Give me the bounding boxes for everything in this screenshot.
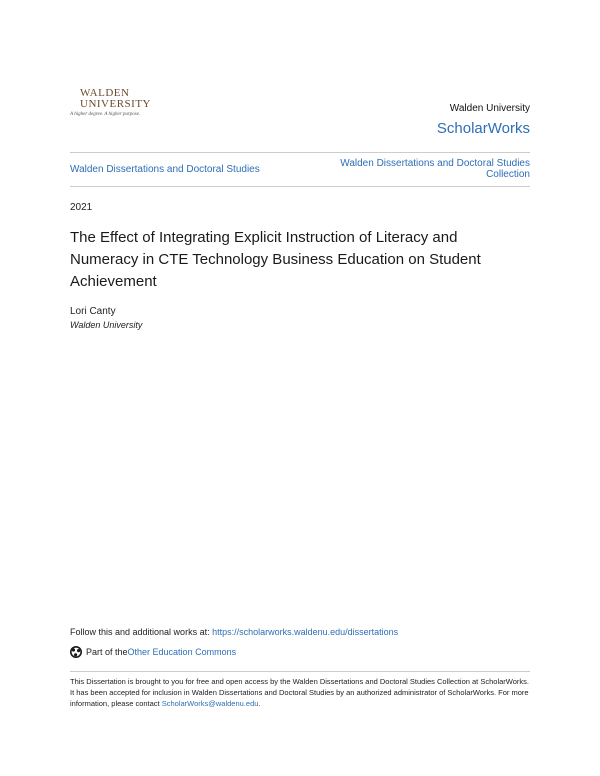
part-of-line (70, 646, 236, 658)
partof-prefix: Part of the (86, 647, 128, 657)
follow-line (70, 627, 398, 637)
network-commons-icon (70, 646, 82, 658)
scholarworks-link[interactable]: ScholarWorks (436, 120, 530, 137)
document-title: The Effect of Integrating Explicit Instruction of Literacy and Numeracy in CTE Technology Business Education on Student Achievement (70, 229, 481, 290)
publication-year: 2021 (70, 202, 93, 213)
breadcrumb-collection-link[interactable]: Walden Dissertations and Doctoral Studies Collection (340, 158, 530, 180)
access-notice (70, 676, 530, 709)
walden-university-logo (70, 88, 160, 117)
notice-text: This Dissertation is brought to you for free and open access by the Walden Dissertations and Doctoral Studies Collection at ScholarWorks. It has been accepted for inclusion in Walden Dissertations and Doctoral Studies by an authorized administrator of ScholarWorks. For more information, please contact (70, 677, 529, 708)
logo-line1: WALDEN (80, 87, 130, 99)
author-affiliation: Walden University (70, 320, 143, 330)
divider-footer (70, 671, 530, 672)
breadcrumb-dissertations-link[interactable]: Walden Dissertations and Doctoral Studies (70, 164, 260, 175)
logo-line2: UNIVERSITY (80, 98, 151, 110)
divider-breadcrumb (70, 186, 530, 187)
institution-name: Walden University (449, 103, 530, 114)
other-education-commons-link[interactable]: Other Education Commons (127, 647, 237, 657)
follow-prefix: Follow this and additional works at: (70, 627, 213, 637)
contact-email-link[interactable]: ScholarWorks@waldenu.edu (161, 699, 259, 708)
divider-top (70, 152, 530, 153)
logo-tagline: A higher degree. A higher purpose. (70, 112, 141, 117)
dissertations-url-link[interactable]: https://scholarworks.waldenu.edu/dissertations (212, 627, 399, 637)
author-name: Lori Canty (70, 306, 116, 317)
notice-end: . (258, 699, 261, 708)
